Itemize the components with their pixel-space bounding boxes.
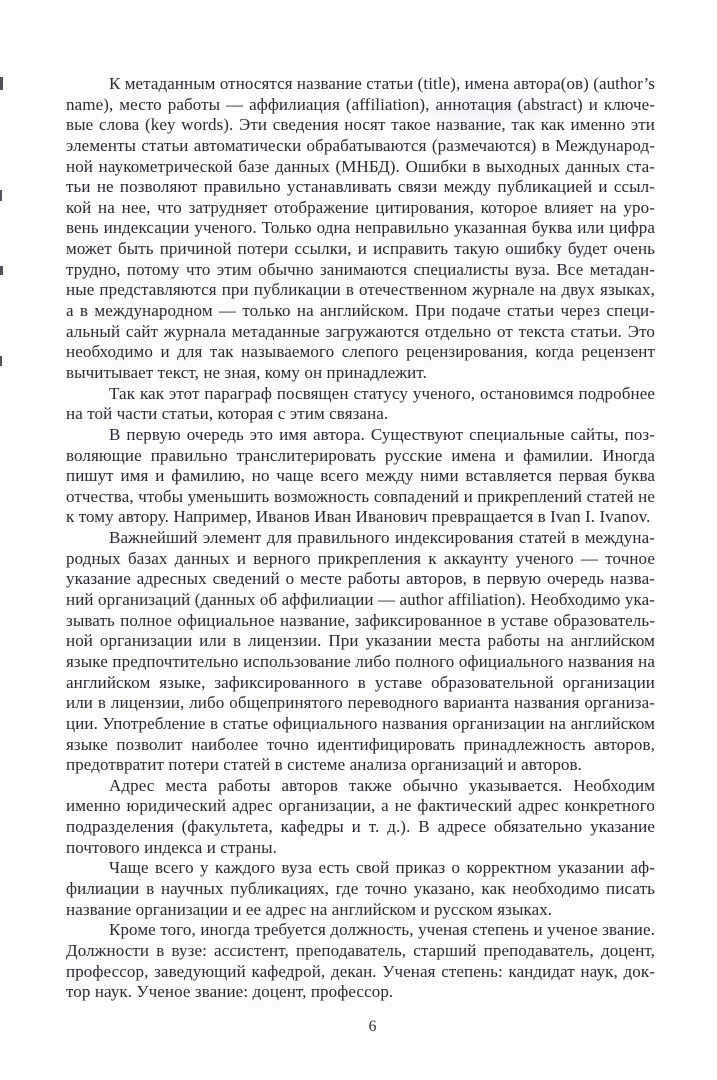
text-line: Чаще всего у каждого вуза есть свой приказ о корректном указании аф-	[109, 858, 655, 878]
text-line: или в лицензии, либо общепринятого переводного варианта названия организа-	[66, 693, 655, 713]
text-line: воляющие правильно транслитерировать русские имена и фамилии. Иногда	[66, 445, 655, 465]
text-line: профессор, заведующий кафедрой, декан. Ученая степень: кандидат наук, док-	[66, 961, 655, 981]
text-line: английском языке, зафиксированного в уставе образовательной организации	[66, 672, 655, 692]
text-line: филиации в научных публикациях, где точно указано, как необходимо писать	[66, 878, 655, 898]
scan-artifact	[0, 77, 3, 90]
scan-artifact	[0, 190, 2, 201]
text-line: Важнейший элемент для правильного индексирования статей в междуна-	[109, 528, 655, 548]
text-line: ции. Употребление в статье официального названия организации на английском	[66, 713, 655, 733]
page-number: 6	[368, 1018, 377, 1035]
text-line: зывать полное официальное название, зафиксированное в уставе образователь-	[66, 610, 655, 630]
text-line: пишут имя и фамилию, но чаще всего между ними вставляется первая буква	[66, 466, 655, 486]
text-line: Так как этот параграф посвящен статусу ученого, остановимся подробнее	[109, 383, 655, 403]
text-line: языке позволит наиболее точно идентифицировать принадлежность авторов,	[66, 734, 655, 754]
text-line: тьи не позволяют правильно устанавливать связи между публикацией и ссыл-	[66, 177, 655, 197]
text-line: название организации и ее адрес на английском и русском языках.	[66, 899, 553, 919]
text-line: отчества, чтобы уменьшить возможность совпадений и прикреплений статей не	[66, 486, 655, 506]
text-line: Адрес места работы авторов также обычно указывается. Необходим	[109, 775, 655, 795]
body-text	[66, 74, 655, 1003]
text-line: необходимо и для так называемого слепого рецензирования, когда рецензент	[66, 342, 655, 362]
text-line: Должности в вузе: ассистент, преподаватель, старший преподаватель, доцент,	[66, 940, 655, 960]
text-line: альный сайт журнала метаданные загружаются отдельно от текста статьи. Это	[66, 321, 655, 341]
text-line: трудно, потому что этим обычно занимаются специалисты вуза. Все метадан-	[66, 259, 655, 279]
text-line: ной организации или в лицензии. При указании места работы на английском	[66, 631, 655, 651]
text-line: ной наукометрической базе данных (МНБД). Ошибки в выходных данных ста-	[66, 156, 655, 176]
text-line: name), место работы — аффилиация (affiliation), аннотация (abstract) и ключе-	[66, 94, 655, 114]
text-line: элементы статьи автоматически обрабатываются (размечаются) в Международ-	[66, 135, 655, 155]
text-line: подразделения (факультета, кафедры и т. д.). В адресе обязательно указание	[66, 817, 655, 837]
text-line: ные представляются при публикации в отечественном журнале на двух языках,	[66, 280, 655, 300]
text-line: указание адресных сведений о месте работы авторов, в первую очередь назва-	[66, 569, 655, 589]
text-line: а в международном — только на английском. При подаче статьи через специ-	[66, 301, 655, 321]
scan-artifact	[0, 266, 3, 275]
text-line: языке предпочтительно использование либо полного официального названия на	[66, 651, 655, 671]
text-line: почтового индекса и страны.	[66, 837, 277, 857]
scan-artifact	[0, 356, 2, 366]
text-line: кой на нее, что затрудняет отображение цитирования, которое влияет на уро-	[66, 197, 655, 217]
text-line: на той части статьи, которая с этим связана.	[66, 404, 389, 424]
text-line: Кроме того, иногда требуется должность, ученая степень и ученое звание.	[109, 920, 655, 940]
text-line: к тому автору. Например, Иванов Иван Иванович превращается в Ivan I. Ivanov.	[66, 507, 651, 527]
text-line: может быть причиной потери ссылки, и исправить такую ошибку будет очень	[66, 239, 655, 259]
text-line: предотвратит потери статей в системе анализа организаций и авторов.	[66, 755, 583, 775]
text-line: К метаданным относятся название статьи (title), имена автора(ов) (author’s	[109, 74, 655, 93]
text-line: вычитывает текст, не зная, кому он принадлежит.	[66, 362, 427, 382]
text-line: тор наук. Ученое звание: доцент, профессор.	[66, 982, 394, 1002]
text-line: ний организаций (данных об аффилиации — author affiliation). Необходимо ука-	[66, 590, 655, 610]
text-line: именно юридический адрес организации, а не фактический адрес конкретного	[66, 796, 655, 816]
text-line: вень индексации ученого. Только одна неправильно указанная буква или цифра	[66, 218, 655, 238]
text-line: В первую очередь это имя автора. Существуют специальные сайты, поз-	[109, 424, 655, 444]
text-line: вые слова (key words). Эти сведения носят такое название, так как именно эти	[66, 115, 655, 135]
text-line: родных базах данных и верного прикрепления к аккаунту ученого — точное	[66, 548, 655, 568]
